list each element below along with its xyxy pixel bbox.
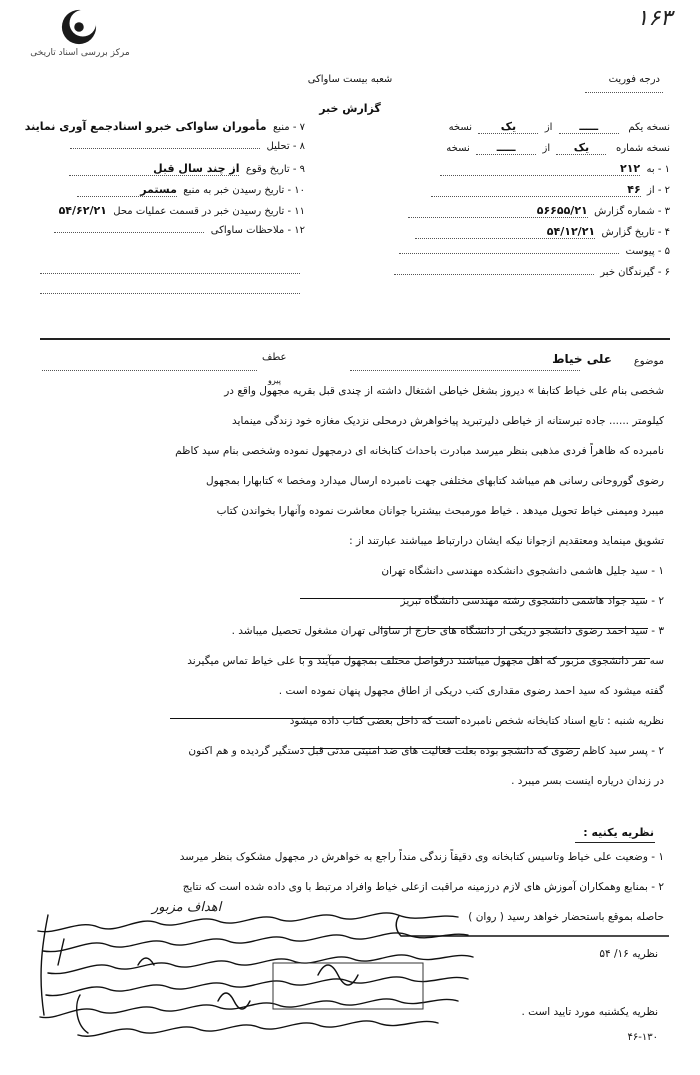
- body-line: نظریه شنبه : تابع اسناد کتابخانه شخص نامبرده است که داخل بعضی کتاب داده میشود: [289, 715, 664, 727]
- file-number: ۴۶-۱۳۰: [627, 1032, 658, 1043]
- body-line: شخصی بنام علی خیاط کتابفا » دیروز بشغل خیاطی اشتغال داشته از چندی قبل بقریه مجهول واقع در: [224, 385, 664, 397]
- body-line: ۱ - سید جلیل هاشمی دانشجوی دانشکده مهندسی دانشگاه تهران: [381, 565, 664, 577]
- body-line: ۲ - پسر سید کاظم رضوی که دانشجو بوده بعلت فعالیت های ضد امنیتی مدتی قبل دستگیر گردیده و هم اکنون: [188, 745, 664, 757]
- news-to-operations-row: ۱۱ - تاریخ رسیدن خبر در قسمت عملیات محل ۵۴/۶۲/۲۱: [58, 204, 305, 217]
- to-row: ۱ - به ۲۱۲: [350, 162, 670, 183]
- from-row: ۲ - از ۴۶: [350, 183, 670, 204]
- body-line: گفته میشود که سید احمد رضوی مقداری کتب دریکی از اطاق مجهول پنهان نموده است .: [278, 685, 664, 697]
- body-line: ۳ - سید احمد رضوی دانشجو دریکی از دانشگاه های خارج از ساوالی تهران مشغول تحصیل میباشد .: [231, 625, 664, 637]
- report-number-row: ۳ - شماره گزارش ۵۶۶۵۵/۲۱: [350, 204, 670, 225]
- analysis-row: ۸ - تحلیل: [25, 141, 305, 162]
- copy-serial-row: نسخه شماره یک از ـــــ نسخه: [446, 141, 670, 154]
- subject-value: علی خیاط: [552, 352, 612, 366]
- attachment-row: ۵ - پیوست: [350, 246, 670, 267]
- body-line: رضوی گوروحانی رسانی هم میباشد کتابهای مختلفی جهت نامبرده ارسال میدارد ومخصا » کتابهارا بمجهول: [206, 475, 664, 487]
- opinion-line: ۱ - وضعیت علی خیاط وتاسیس کتابخانه وی دقیقاً زندگی منداً راجع به خواهرش در مجهول مشکوک بنظر میرسد: [179, 851, 664, 863]
- handwritten-note: اهداف مزبور: [152, 900, 222, 915]
- body-line: در زندان دریاره اینست بسر میبرد .: [511, 775, 664, 787]
- department-label: شعبه بیست ساواکی: [307, 74, 393, 85]
- body-line: سه نفر دانشجوی مزبور که اهل مجهول میباشند درفواصل مختلف بمجهول میآیند و با علی خیاط تماس میگیرند: [187, 655, 664, 667]
- corner-mark: ۱۶۳: [636, 6, 672, 31]
- ink-underline: [380, 628, 648, 629]
- reference-sub-label: پیرو: [268, 376, 281, 385]
- copy-number-row: نسخه یکم ـــــ از یک نسخه: [448, 120, 670, 133]
- body-line: کیلومتر ...... جاده تبرستانه از خیاطی دلیرتبرید پیاخواهرش درمحلی نزدیک مغازه خود زندگی مینماید: [232, 415, 664, 427]
- opinion-line: حاصله بموقع باستحضار خواهد رسید ( روان ): [468, 911, 664, 923]
- form-title: گزارش خبر: [319, 102, 381, 115]
- reference-label: عطف: [262, 352, 287, 363]
- archive-logo: [20, 8, 130, 68]
- body-line: ۲ - سید جواد هاشمی دانشجوی رشته مهندسی دانشگاه تبریز: [400, 595, 664, 607]
- occurrence-date-row: ۹ - تاریخ وقوع از چند سال قبل: [25, 162, 305, 183]
- opinion-line: ۲ - بمنابع وهمکاران آموزش های لازم درزمینه مراقبت ازعلی خیاط وافراد مرتبط با وی داده شده است که نتایج: [182, 881, 664, 893]
- ink-underline: [300, 658, 650, 659]
- ink-bracket: [395, 912, 675, 940]
- crescent-logo-icon: [60, 8, 98, 46]
- remarks-row: ۱۲ - ملاحظات ساواکی: [25, 225, 305, 246]
- right-fields: [350, 120, 670, 288]
- body-line: تشویق مینماید ومعتقدیم ازجوانا نیکه ایشان درارتباط میباشند عبارتند از :: [349, 535, 664, 547]
- left-fields: [25, 120, 305, 246]
- recipients-row: ۶ - گیرندگان خبر: [350, 267, 670, 288]
- body-line: میبرد ومیمنی خیاط تحویل میدهد . خیاط مورمبحث بیشتربا جوانان معاشرت نموده وآنهارا بخواندن کتاب: [216, 505, 664, 517]
- bottom-line: نظریه یکشنبه مورد تایید است .: [521, 1006, 658, 1018]
- classification-label: درجه فوریت: [608, 74, 660, 85]
- logo-text: مرکز بررسی اسناد تاریخی: [30, 48, 130, 58]
- report-date-row: ۴ - تاریخ گزارش ۵۴/۱۲/۲۱: [350, 225, 670, 246]
- ink-underline: [170, 718, 460, 719]
- opinion-date: نظریه ۱۶/ ۵۴: [599, 948, 658, 960]
- subject-label: موضوع: [633, 356, 664, 367]
- opinion-title: نظریه یکنیه :: [583, 826, 654, 839]
- report-body: [30, 386, 664, 806]
- ink-underline: [300, 748, 580, 749]
- body-line: نامبرده که ظاهراً فردی مذهبی بنظر میرسد مبادرت باحداث کتابخانه ای درمجهول نموده وشخصی بنام سید کاظم: [175, 445, 664, 457]
- news-to-source-row: ۱۰ - تاریخ رسیدن خبر به منبع مستمر: [25, 183, 305, 204]
- ink-underline: [300, 598, 645, 599]
- source-row: ۷ - منبع مأموران ساواکی خبرو اسنادجمع آوری نمایند: [24, 120, 305, 133]
